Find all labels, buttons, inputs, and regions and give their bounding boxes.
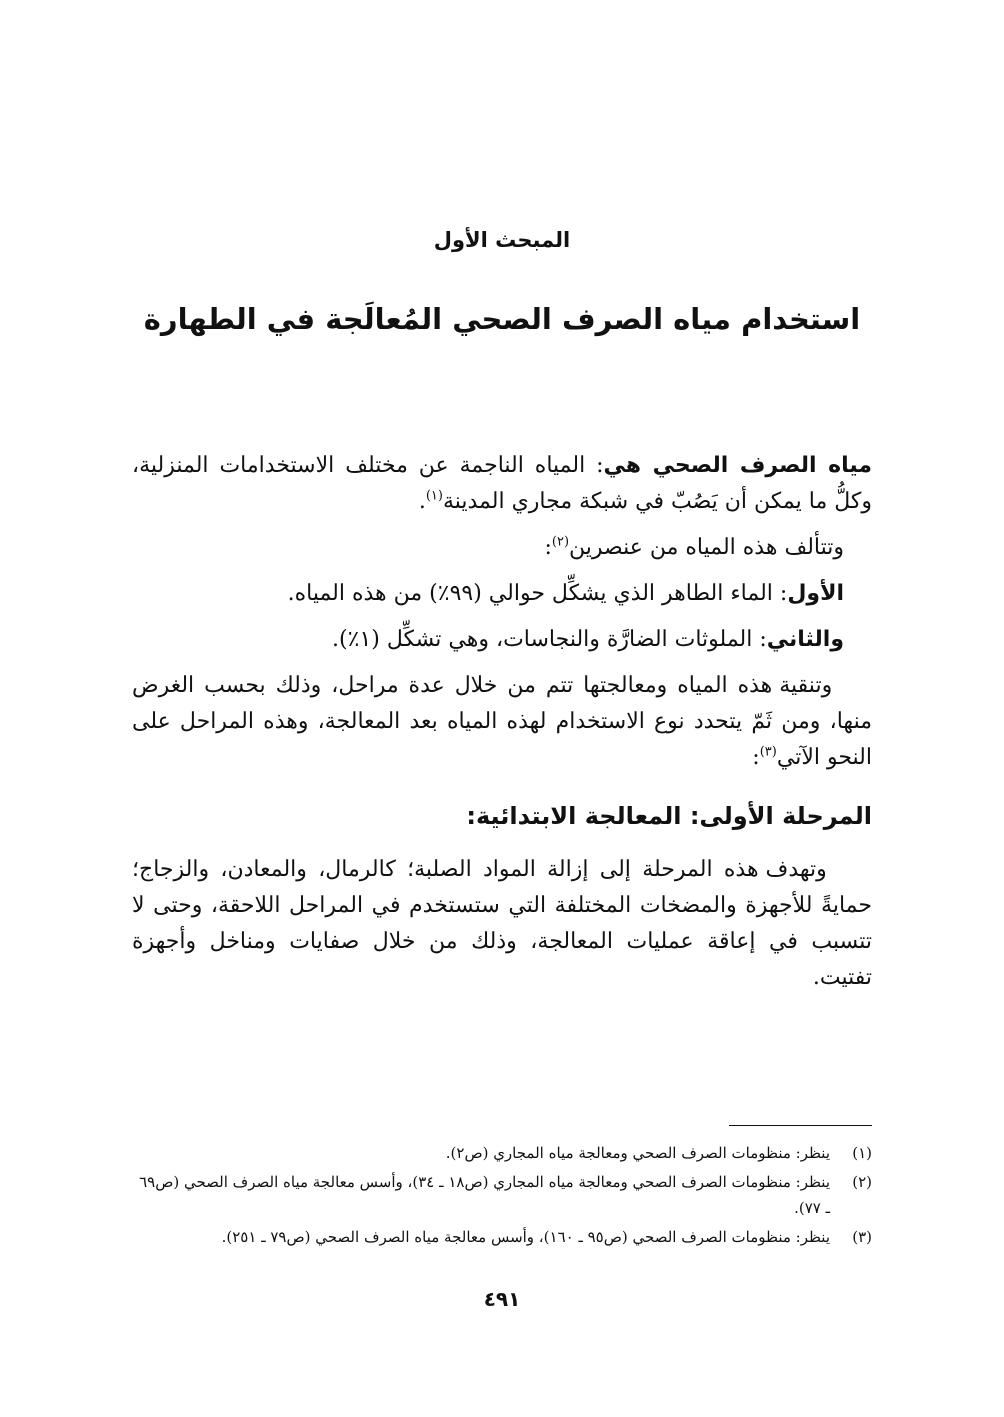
definition-end: . (418, 489, 426, 514)
footnote-number: (٢) (852, 1173, 872, 1191)
stage-paragraph (132, 852, 872, 996)
intro-text: وتتألف هذه المياه من عنصرين (569, 535, 845, 560)
intro-paragraph (132, 530, 872, 566)
body-text (132, 448, 872, 1006)
footnote-ref-2[interactable]: (٢) (551, 534, 570, 550)
footnote-item (132, 1140, 872, 1166)
list-item (132, 576, 872, 612)
intro-end: : (544, 535, 552, 560)
item-label: والثاني (766, 627, 845, 652)
stage-text: وتهدف هذه المرحلة إلى إزالة المواد الصلبة؛ كالرمال، والمعادن، والزجاج؛ حمايةً للأجهزة والمضخات المختلفة التي ستستخدم في المراحل اللاحقة، وحتى لا تتسبب في إعاقة عمليات المعالجة، وذلك من خلال صفايات ومناخل وأجهزة تفتيت. (132, 857, 872, 990)
footnote-item (132, 1169, 872, 1221)
footnote-number: (٣) (852, 1228, 872, 1246)
footnote-item (132, 1224, 872, 1250)
stage-heading: المرحلة الأولى: المعالجة الابتدائية: (466, 802, 872, 830)
page-number: ٤٩١ (483, 1287, 521, 1311)
item-text: : الملوثات الضارَّة والنجاسات، وهي تشكِّل (١٪). (332, 627, 767, 652)
footnote-text: ينظر: منظومات الصرف الصحي ومعالجة مياه المجاري (ص٢). (445, 1144, 830, 1162)
item-label: الأول (787, 581, 845, 606)
footnote-number: (١) (852, 1144, 872, 1162)
definition-term: مياه الصرف الصحي هي (603, 453, 872, 478)
section-label: المبحث الأول (433, 228, 571, 252)
footnote-ref-3[interactable]: (٣) (759, 744, 777, 760)
stages-intro-paragraph (132, 668, 872, 776)
footnote-divider (729, 1125, 872, 1126)
chapter-title: استخدام مياه الصرف الصحي المُعالَجة في الطهارة (143, 302, 861, 336)
definition-text: : المياه الناجمة عن مختلف الاستخدامات المنزلية، وكلُّ ما يمكن أن يَصُبّ في شبكة مجاري المدينة (132, 453, 872, 514)
footnote-ref-1[interactable]: (١) (425, 488, 443, 504)
item-text: : الماء الطاهر الذي يشكِّل حوالي (٩٩٪) من هذه المياه. (287, 581, 788, 606)
footnote-text: ينظر: منظومات الصرف الصحي (ص٩٥ ـ ١٦٠)، وأسس معالجة مياه الصرف الصحي (ص٧٩ ـ ٢٥١). (221, 1228, 830, 1246)
list-item (132, 622, 872, 658)
definition-paragraph (132, 448, 872, 520)
stages-intro-end: : (752, 745, 760, 770)
footnotes (132, 1140, 872, 1253)
stages-intro-text: وتنقية هذه المياه ومعالجتها تتم من خلال عدة مراحل، وذلك بحسب الغرض منها، ومن ثَمّ يتحدد نوع الاستخدام لهذه المياه بعد المعالجة، وهذه المراحل على النحو الآتي (132, 673, 872, 770)
footnote-text: ينظر: منظومات الصرف الصحي ومعالجة مياه المجاري (ص١٨ ـ ٣٤)، وأسس معالجة مياه الصرف الصحي (ص٦٩ ـ ٧٧). (139, 1173, 830, 1217)
